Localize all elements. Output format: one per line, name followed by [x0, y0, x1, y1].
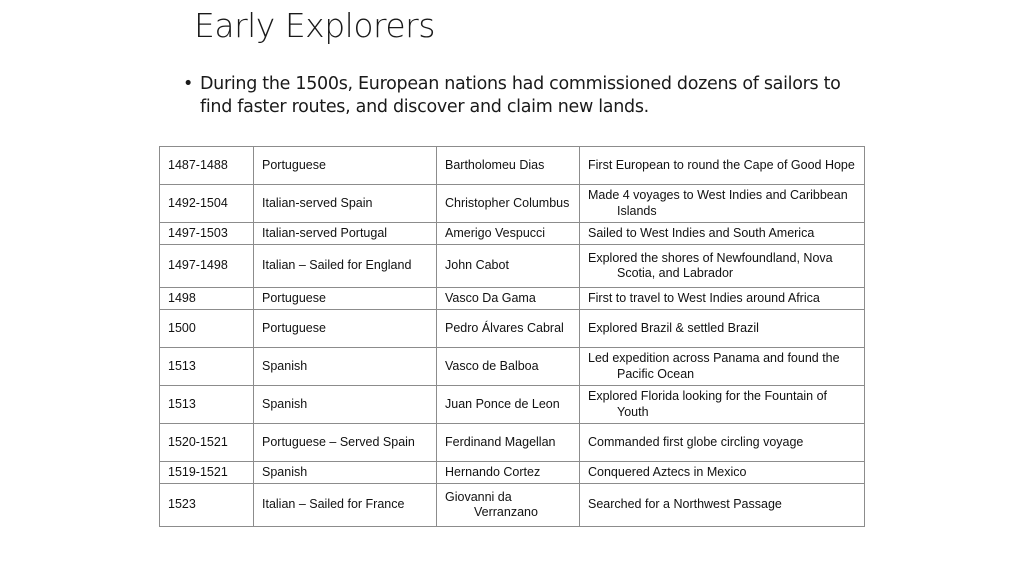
years-cell: 1523	[160, 484, 254, 527]
achievement-cell	[580, 462, 865, 484]
explorer-text: Juan Ponce de Leon	[445, 396, 560, 411]
achievement-text: Explored the shores of Newfoundland, Nova Scotia, and Labrador	[588, 250, 833, 280]
table-row	[160, 484, 865, 527]
explorer-cell	[437, 147, 580, 185]
achievement-cell	[580, 185, 865, 223]
nation-cell	[254, 288, 437, 310]
table-row	[160, 245, 865, 288]
explorers-table	[159, 146, 865, 527]
explorer-text: Giovanni da Verranzano	[445, 489, 538, 519]
explorer-text: Hernando Cortez	[445, 464, 541, 479]
nation-cell	[254, 223, 437, 245]
achievement-text: Searched for a Northwest Passage	[588, 497, 782, 512]
explorer-cell	[437, 484, 580, 527]
explorer-text: Ferdinand Magellan	[445, 434, 556, 449]
nation-text: Portuguese	[262, 290, 326, 305]
years-cell: 1520-1521	[160, 424, 254, 462]
page-title: Early Explorers	[194, 6, 435, 45]
years-cell: 1513	[160, 348, 254, 386]
achievement-cell	[580, 386, 865, 424]
achievement-cell	[580, 424, 865, 462]
nation-cell	[254, 386, 437, 424]
years-cell: 1497-1498	[160, 245, 254, 288]
achievement-cell	[580, 288, 865, 310]
explorer-text: Vasco Da Gama	[445, 290, 536, 305]
nation-cell	[254, 185, 437, 223]
explorer-cell	[437, 185, 580, 223]
bullet-text: During the 1500s, European nations had commissioned dozens of sailors to find faster routes, and discover and claim new lands.	[200, 74, 841, 117]
explorer-text: John Cabot	[445, 258, 509, 273]
explorer-cell	[437, 462, 580, 484]
nation-cell	[254, 462, 437, 484]
years-cell: 1500	[160, 310, 254, 348]
nation-text: Italian-served Spain	[262, 195, 373, 210]
nation-text: Spanish	[262, 396, 308, 411]
nation-cell	[254, 484, 437, 527]
nation-cell	[254, 245, 437, 288]
explorer-text: Bartholomeu Dias	[445, 157, 545, 172]
explorer-cell	[437, 386, 580, 424]
table-row	[160, 223, 865, 245]
explorer-cell	[437, 424, 580, 462]
table-row	[160, 310, 865, 348]
years-cell: 1492-1504	[160, 185, 254, 223]
explorer-cell	[437, 288, 580, 310]
achievement-text: Commanded first globe circling voyage	[588, 434, 804, 449]
achievement-cell	[580, 147, 865, 185]
achievement-text: Made 4 voyages to West Indies and Caribbean Islands	[588, 188, 848, 218]
achievement-cell	[580, 245, 865, 288]
achievement-cell	[580, 484, 865, 527]
achievement-text: Conquered Aztecs in Mexico	[588, 464, 747, 479]
nation-text: Spanish	[262, 358, 308, 373]
years-cell: 1498	[160, 288, 254, 310]
nation-cell	[254, 424, 437, 462]
table-row	[160, 348, 865, 386]
nation-text: Italian – Sailed for France	[262, 497, 405, 512]
table-row	[160, 462, 865, 484]
nation-text: Spanish	[262, 464, 308, 479]
explorer-text: Pedro Álvares Cabral	[445, 320, 564, 335]
explorer-cell	[437, 310, 580, 348]
nation-cell	[254, 348, 437, 386]
table-row	[160, 386, 865, 424]
achievement-cell	[580, 223, 865, 245]
table-row	[160, 147, 865, 185]
nation-text: Italian – Sailed for England	[262, 258, 412, 273]
nation-text: Portuguese	[262, 157, 326, 172]
years-cell: 1497-1503	[160, 223, 254, 245]
nation-text: Portuguese	[262, 320, 326, 335]
achievement-cell	[580, 310, 865, 348]
nation-cell	[254, 147, 437, 185]
explorer-cell	[437, 348, 580, 386]
years-cell: 1519-1521	[160, 462, 254, 484]
years-cell: 1513	[160, 386, 254, 424]
table-row	[160, 424, 865, 462]
explorer-text: Amerigo Vespucci	[445, 225, 546, 240]
table-row	[160, 288, 865, 310]
years-cell: 1487-1488	[160, 147, 254, 185]
achievement-text: Led expedition across Panama and found the Pacific Ocean	[588, 351, 840, 381]
nation-text: Italian-served Portugal	[262, 225, 388, 240]
achievement-text: First European to round the Cape of Good Hope	[588, 157, 855, 172]
explorer-text: Vasco de Balboa	[445, 358, 539, 373]
achievement-text: Sailed to West Indies and South America	[588, 225, 815, 240]
achievement-text: First to travel to West Indies around Africa	[588, 290, 820, 305]
achievement-text: Explored Brazil & settled Brazil	[588, 320, 759, 335]
explorer-cell	[437, 223, 580, 245]
explorer-cell	[437, 245, 580, 288]
achievement-text: Explored Florida looking for the Fountain of Youth	[588, 389, 828, 419]
bullet-icon: •	[183, 74, 194, 94]
table-row	[160, 185, 865, 223]
nation-cell	[254, 310, 437, 348]
intro-bullet	[183, 73, 843, 119]
nation-text: Portuguese – Served Spain	[262, 434, 415, 449]
explorer-text: Christopher Columbus	[445, 195, 570, 210]
achievement-cell	[580, 348, 865, 386]
